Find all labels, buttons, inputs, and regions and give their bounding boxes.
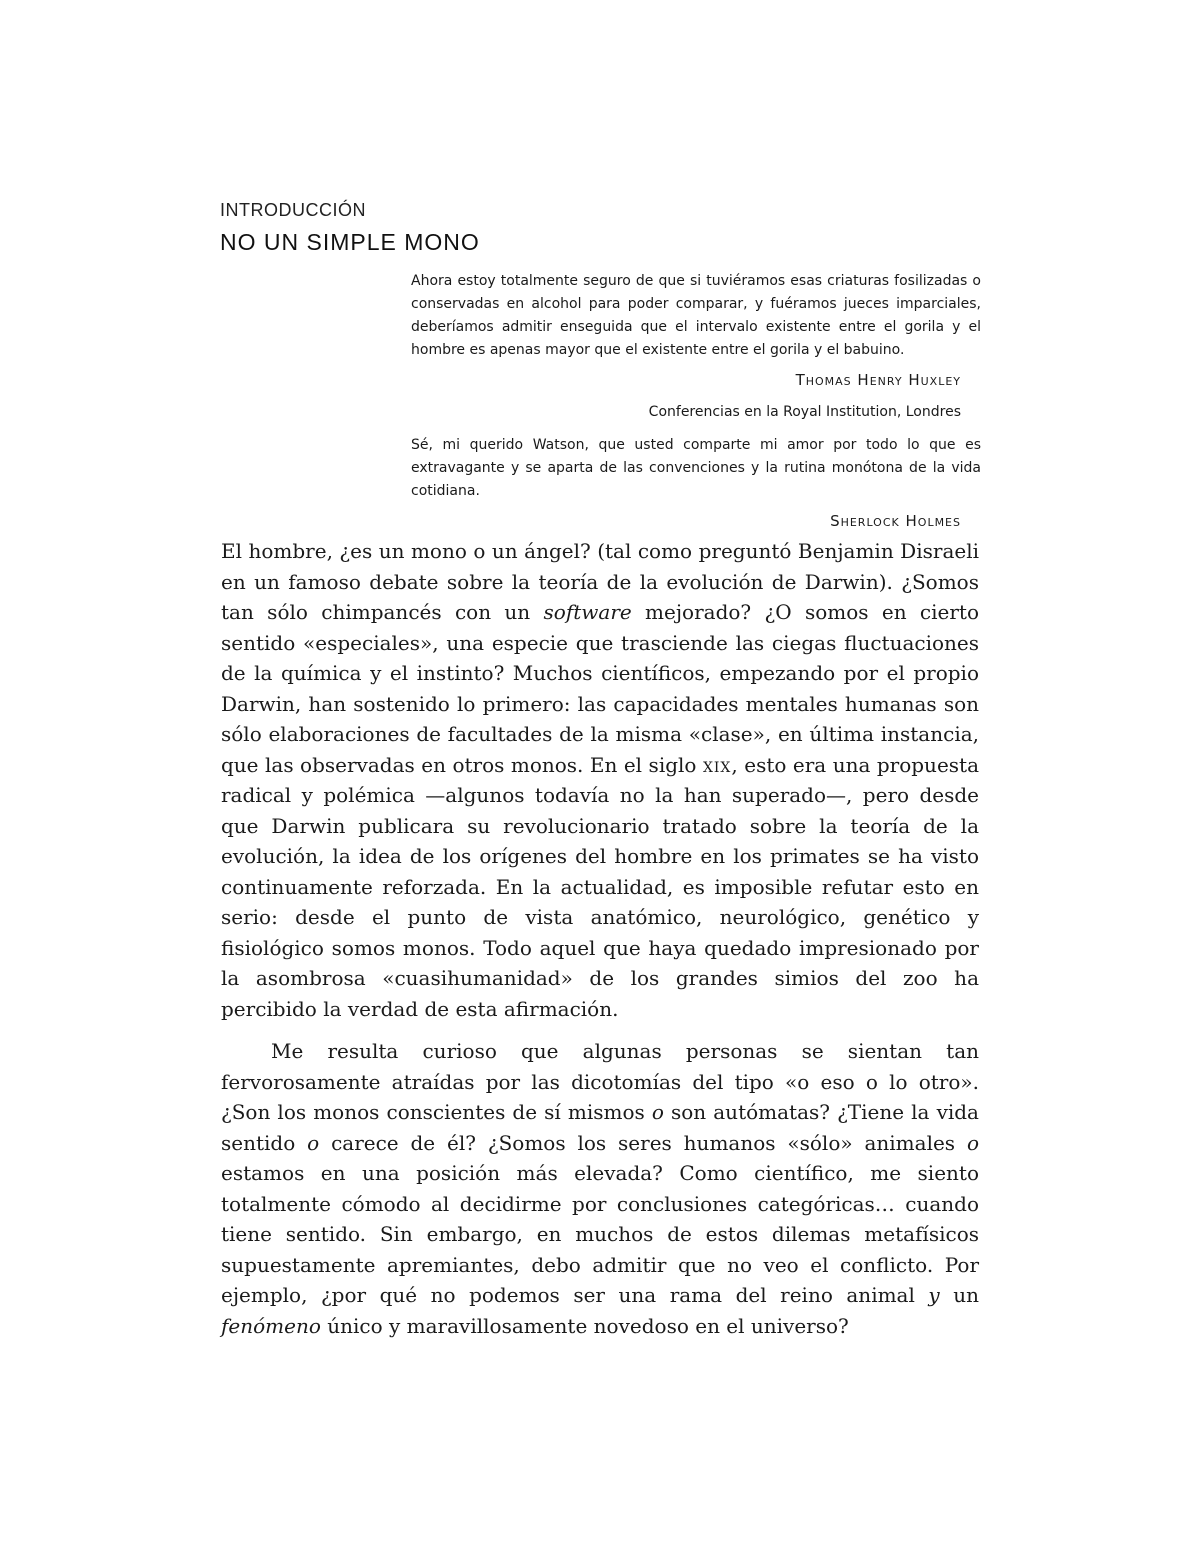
text-run: Me resulta curioso que algunas personas se sientan tan fervorosamente atraídas por las dicotomías del tipo «o eso o lo otro». ¿Son los monos conscientes de sí mismos [221, 1039, 979, 1124]
emphasis: o [307, 1130, 320, 1155]
epigraph-author: Thomas Henry Huxley [795, 371, 961, 389]
text-run: estamos en una posición más elevada? Como científico, me siento totalmente cómodo al decidirme por conclusiones categóricas… cuando tiene sentido. Sin embargo, en muchos de estos dilemas metafísicos supuestamente apremiantes, debo admitir que no veo el conflicto. Por ejemplo, ¿por qué no podemos ser una rama del reino animal [221, 1161, 979, 1307]
emphasis: o [651, 1100, 664, 1124]
text-run: , esto era una propuesta radical y polémica —algunos todavía no la han superado—, pero desde que Darwin publicara su revolucionario tratado sobre la teoría de la evolución, la idea de los orígenes del hombre en los primates se ha visto continuamente reforzada. En la actualidad, es imposible refutar esto en serio: desde el punto de vista anatómico, neurológico, genético y fisiológico somos monos. Todo aquel que haya quedado impresionado por la asombrosa «cuasihumanidad» de los grandes simios del zoo ha percibido la verdad de esta afirmación. [221, 752, 980, 1021]
text-run: son autómatas? ¿Tiene la vida sentido [221, 1100, 979, 1155]
text-run: mejorado? ¿O somos en cierto sentido «especiales», una especie que trasciende las ciegas fluctuaciones de la química y el instinto? Muchos científicos, empezando por el propio Darwin, han sostenido lo primero: las capacidades mentales humanas son sólo elaboraciones de facultades de la misma «clase», en última instancia, que las observadas en otros monos. En el siglo [221, 600, 979, 777]
emphasis: o [966, 1130, 979, 1155]
text-run: un [939, 1283, 979, 1307]
chapter-title: NO UN SIMPLE MONO [220, 229, 480, 255]
century-numeral: xix [702, 752, 732, 777]
epigraph-huxley [411, 270, 981, 422]
emphasis: fenómeno [221, 1313, 321, 1338]
emphasis: software [543, 600, 632, 624]
epigraph-author: Sherlock Holmes [830, 512, 961, 530]
epigraph-source: Conferencias en la Royal Institution, Londres [648, 404, 961, 420]
epigraph-quote: Ahora estoy totalmente seguro de que si tuviéramos esas criaturas fosilizadas o conservadas en alcohol para poder comparar, y fuéramos jueces imparciales, deberíamos admitir enseguida que el intervalo existente entre el gorila y el hombre es apenas mayor que el existente entre el gorila y el babuino. [411, 273, 981, 358]
epigraph-quote: Sé, mi querido Watson, que usted comparte mi amor por todo lo que es extravagante y se aparta de las convenciones y la rutina monótona de la vida cotidiana. [411, 437, 981, 499]
text-run: carece de él? ¿Somos los seres humanos «sólo» animales [319, 1130, 967, 1155]
body-paragraph-2 [221, 1036, 979, 1341]
emphasis: y [928, 1283, 940, 1307]
text-run: El hombre, ¿es un mono o un ángel? (tal como preguntó Benjamin Disraeli en un famoso debate sobre la teoría de la evolución de Darwin). ¿Somos tan sólo chimpancés con un [221, 539, 979, 624]
epigraphs [411, 270, 981, 531]
body-text [221, 536, 979, 1341]
epigraph-holmes [411, 434, 981, 531]
text-run: único y maravillosamente novedoso en el universo? [320, 1313, 849, 1338]
body-paragraph-1 [221, 536, 979, 1024]
chapter-kicker: INTRODUCCIÓN [220, 200, 366, 220]
